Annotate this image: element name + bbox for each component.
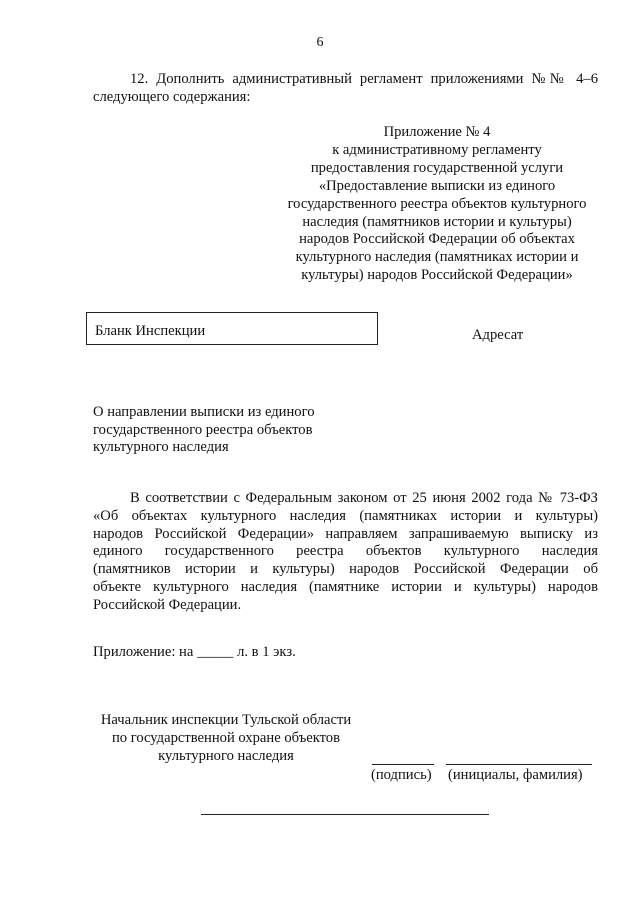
signer-block	[92, 712, 360, 765]
body-line: В соответствии с Федеральным законом от 25 июня 2002 года № 73-ФЗ	[130, 490, 598, 506]
intro-line: 12. Дополнить административный регламент приложениями №№ 4–6	[130, 71, 598, 87]
appendix-title: Приложение № 4	[383, 124, 491, 140]
body-line: Российской Федерации.	[93, 596, 242, 613]
name-line	[446, 764, 592, 765]
signer-line: по государственной охране объектов	[111, 729, 340, 746]
appendix-line: к административному регламенту	[332, 141, 542, 158]
appendix-line: государственного реестра объектов культурного	[287, 195, 587, 212]
subject-line: государственного реестра объектов	[93, 421, 313, 438]
subject-block	[93, 404, 315, 457]
appendix-header	[272, 124, 602, 285]
body-line: единого государственного реестра объектов культурного наследия	[93, 543, 598, 560]
subject-line: О направлении выписки из единого	[93, 404, 315, 420]
intro-line: следующего содержания:	[93, 88, 251, 105]
body-line: объекте культурного наследия (памятнике истории и культуры) народов	[93, 578, 598, 595]
appendix-line: предоставления государственной услуги	[310, 159, 564, 176]
signature-line	[372, 764, 434, 765]
separator-line	[201, 814, 489, 815]
signature-caption: (подпись)	[371, 767, 432, 783]
addressee-label: Адресат	[472, 327, 524, 343]
name-caption: (инициалы, фамилия)	[448, 767, 583, 783]
attachment-note: Приложение: на _____ л. в 1 экз.	[93, 644, 296, 660]
body-paragraph	[93, 490, 598, 615]
intro-paragraph	[93, 71, 598, 107]
signer-line: Начальник инспекции Тульской области	[100, 712, 352, 728]
appendix-line: культуры) народов Российской Федерации»	[301, 267, 573, 284]
body-line: народов Российской Федерации» направляем запрашиваемую выписку из	[93, 525, 598, 542]
letterhead-label: Бланк Инспекции	[95, 323, 206, 339]
appendix-line: народов Российской Федерации об объектах	[299, 231, 575, 248]
appendix-line: «Предоставление выписки из единого	[318, 177, 556, 194]
appendix-line: культурного наследия (памятниках истории и	[295, 249, 579, 266]
body-line: (памятников истории и культуры) народов Российской Федерации об	[93, 561, 598, 578]
signer-line: культурного наследия	[158, 747, 294, 764]
body-line: «Об объектах культурного наследия (памятниках истории и культуры)	[93, 507, 598, 524]
page-number: 6	[316, 35, 324, 50]
appendix-line: наследия (памятников истории и культуры)	[302, 213, 572, 230]
subject-line: культурного наследия	[93, 439, 229, 455]
